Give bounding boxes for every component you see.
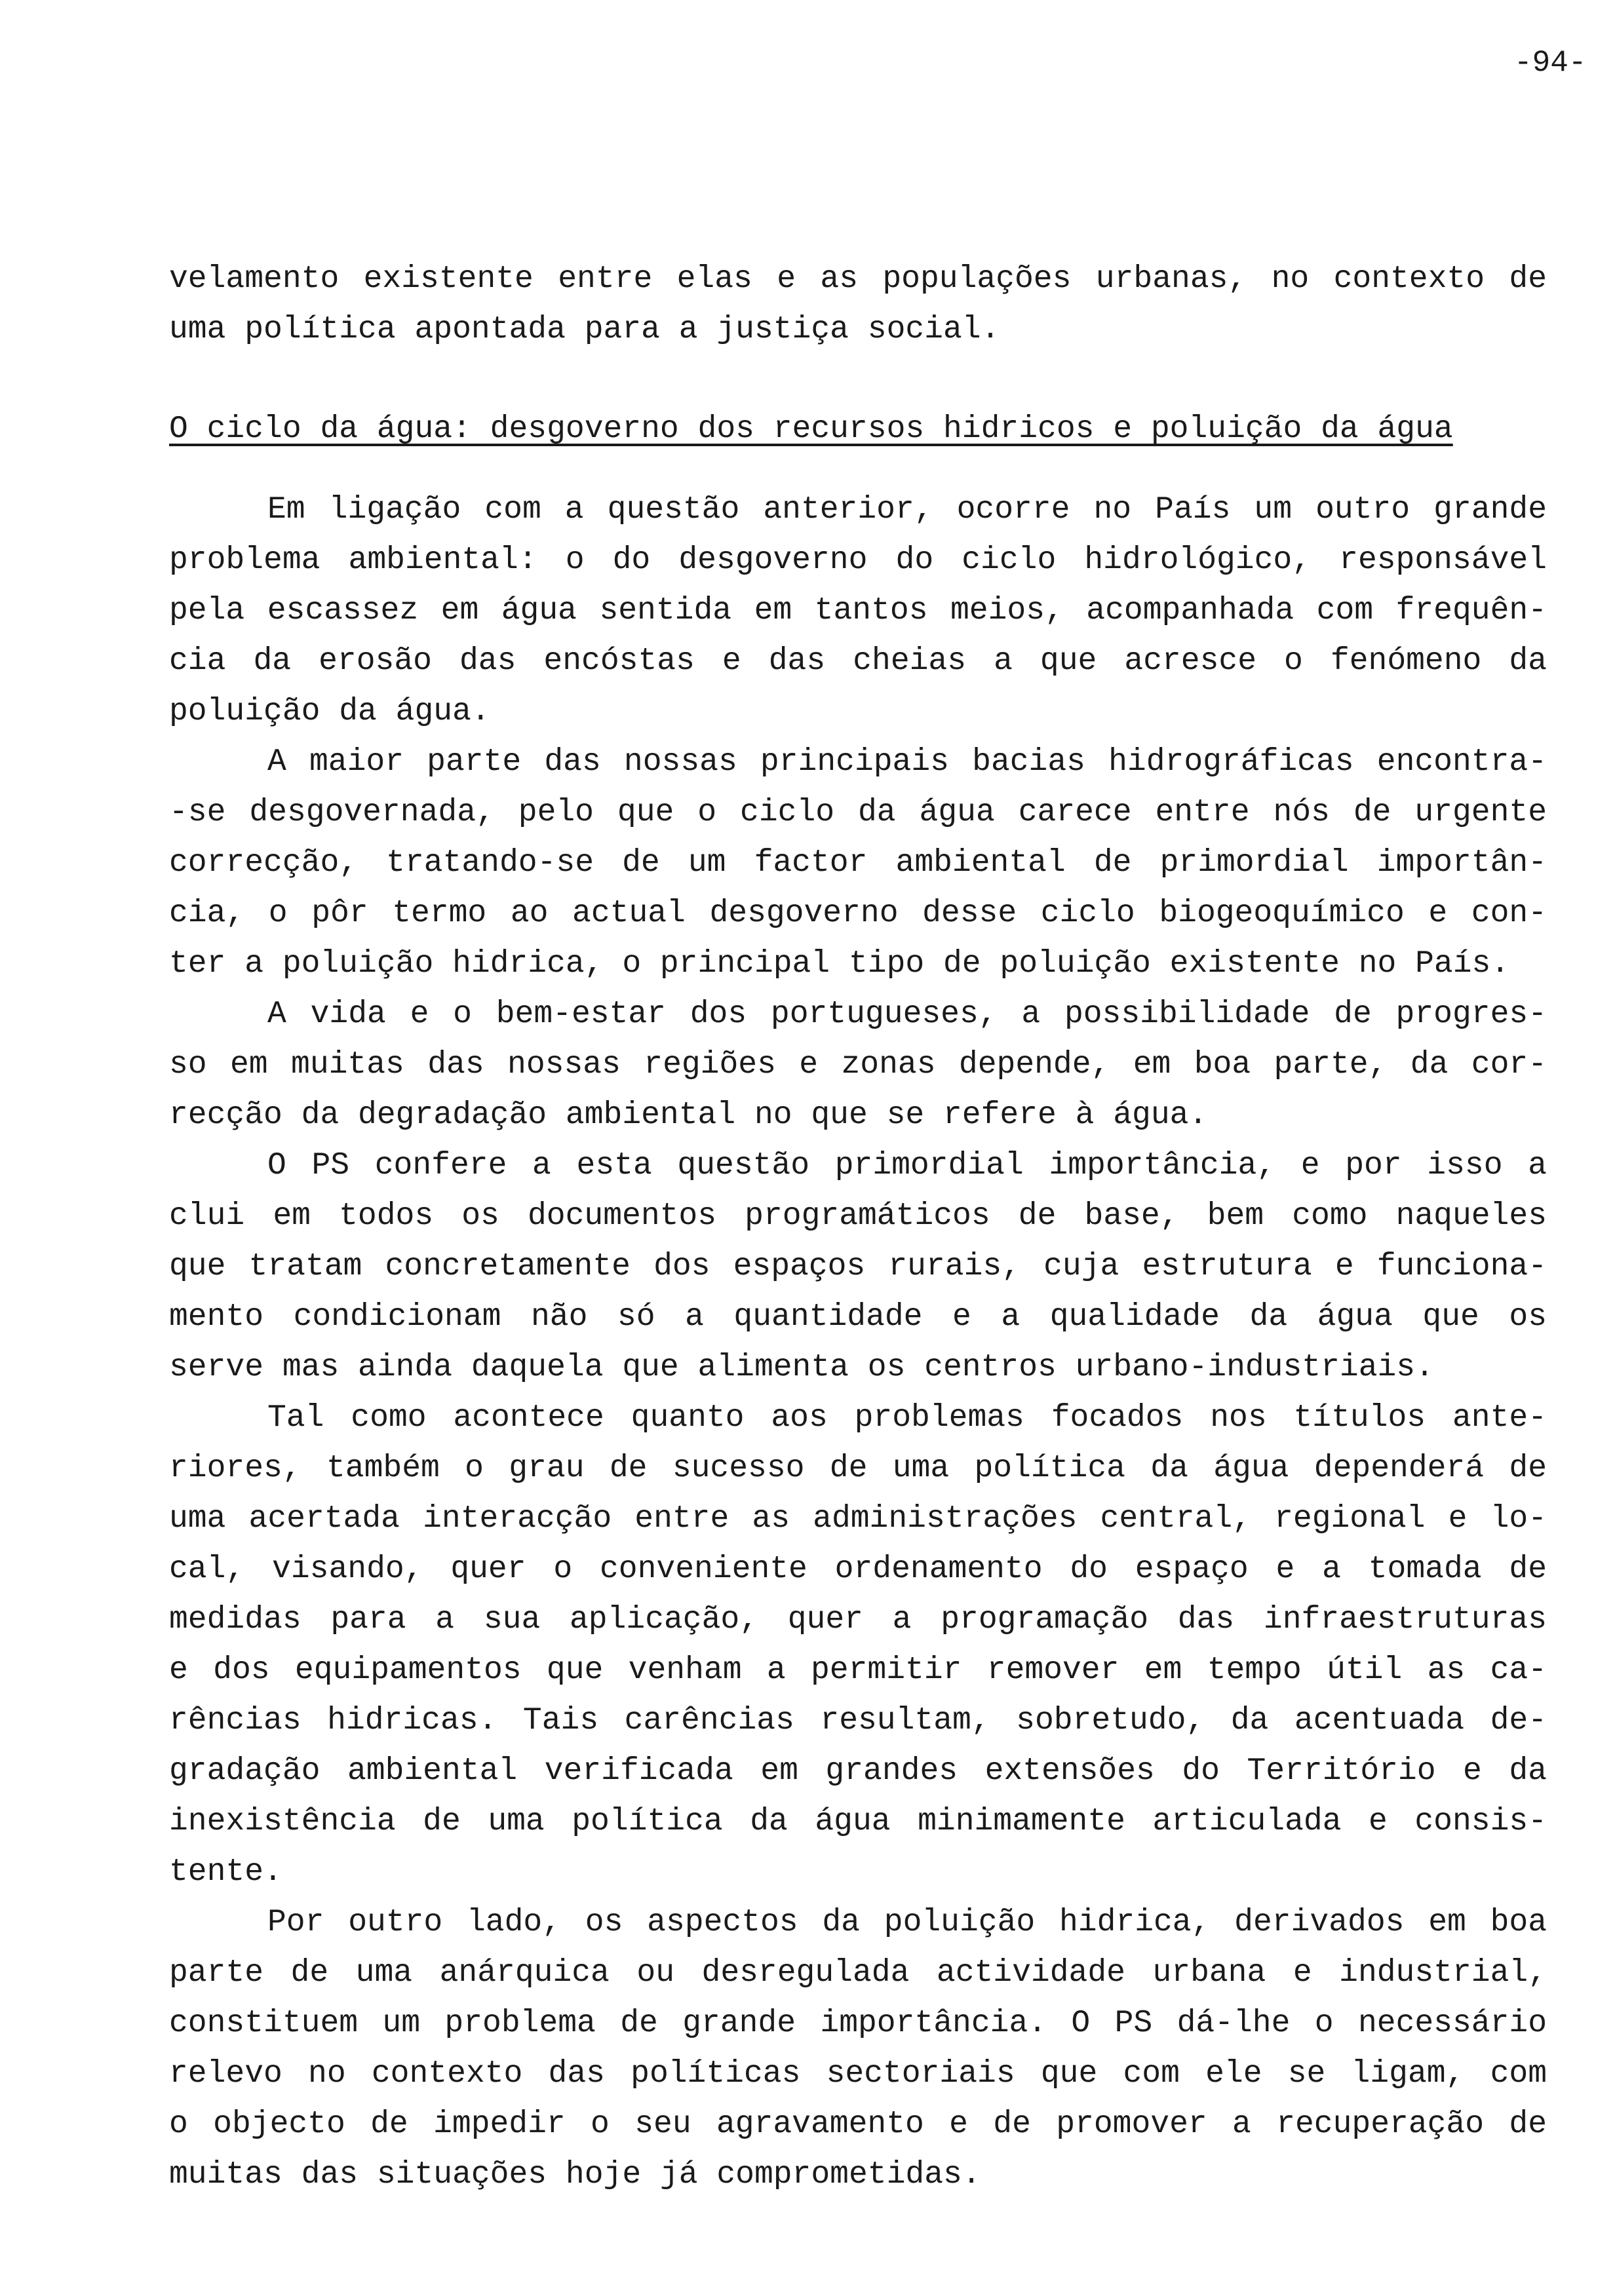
text-line: -se desgovernada, pelo que o ciclo da água carece entre nós de urgente [169,795,1547,830]
section-heading: O ciclo da água: desgoverno dos recursos hidricos e poluição da água [169,411,1453,447]
text-line: muitas das situações hoje já comprometidas. [169,2157,981,2192]
text-line: ter a poluição hidrica, o principal tipo de poluição existente no País. [169,946,1510,982]
text-line: correcção, tratando-se de um factor ambiental de primordial importân- [169,845,1547,881]
text-line: tente. [169,1854,282,1890]
paragraph [169,485,1547,737]
paragraph [169,1393,1547,1898]
text-line: pela escassez em água sentida em tantos meios, acompanhada com frequên- [169,593,1547,628]
text-line: o objecto de impedir o seu agravamento e de promover a recuperação de [169,2107,1547,2142]
text-line: so em muitas das nossas regiões e zonas depende, em boa parte, da cor- [169,1047,1547,1082]
text-line: problema ambiental: o do desgoverno do ciclo hidrológico, responsável [169,543,1547,578]
paragraph [169,1141,1547,1393]
text-line: velamento existente entre elas e as populações urbanas, no contexto de [169,261,1547,297]
text-line: recção da degradação ambiental no que se refere à água. [169,1098,1208,1133]
text-line: cal, visando, quer o conveniente ordenamento do espaço e a tomada de [169,1552,1547,1587]
intro-text [169,254,1547,355]
text-line: serve mas ainda daquela que alimenta os centros urbano-industriais. [169,1350,1434,1385]
text-line: A maior parte das nossas principais bacias hidrográficas encontra- [267,744,1547,780]
text-line: relevo no contexto das políticas sectoriais que com ele se ligam, com [169,2056,1547,2092]
paragraph [169,737,1547,989]
text-line: riores, também o grau de sucesso de uma política da água dependerá de [169,1451,1547,1486]
body-text [169,485,1547,2200]
text-line: O PS confere a esta questão primordial importância, e por isso a [267,1148,1547,1183]
text-line: rências hidricas. Tais carências resultam, sobretudo, da acentuada de- [169,1703,1547,1738]
paragraph [169,1898,1547,2200]
text-line: que tratam concretamente dos espaços rurais, cuja estrutura e funciona- [169,1249,1547,1284]
text-line: uma política apontada para a justiça social. [169,312,1000,347]
text-line: medidas para a sua aplicação, quer a programação das infraestruturas [169,1602,1547,1637]
text-line: constituem um problema de grande importância. O PS dá-lhe o necessário [169,2006,1547,2041]
paragraph [169,989,1547,1141]
text-line: inexistência de uma política da água minimamente articulada e consis- [169,1804,1547,1839]
text-line: parte de uma anárquica ou desregulada actividade urbana e industrial, [169,1955,1547,1991]
text-line: mento condicionam não só a quantidade e a qualidade da água que os [169,1299,1547,1335]
text-line: Em ligação com a questão anterior, ocorre no País um outro grande [267,492,1547,527]
text-line: uma acertada interacção entre as administrações central, regional e lo- [169,1501,1547,1537]
text-line: e dos equipamentos que venham a permitir remover em tempo útil as ca- [169,1653,1547,1688]
text-line: Tal como acontece quanto aos problemas focados nos títulos ante- [267,1400,1547,1436]
text-line: gradação ambiental verificada em grandes extensões do Território e da [169,1753,1547,1789]
text-line: Por outro lado, os aspectos da poluição hidrica, derivados em boa [267,1905,1547,1940]
text-line: cia, o pôr termo ao actual desgoverno desse ciclo biogeoquímico e con- [169,896,1547,931]
text-line: clui em todos os documentos programáticos de base, bem como naqueles [169,1198,1547,1234]
text-line: A vida e o bem-estar dos portugueses, a possibilidade de progres- [267,997,1547,1032]
text-line: cia da erosão das encóstas e das cheias a que acresce o fenómeno da [169,643,1547,679]
text-line: poluição da água. [169,694,490,729]
page-number: -94- [1514,46,1587,80]
